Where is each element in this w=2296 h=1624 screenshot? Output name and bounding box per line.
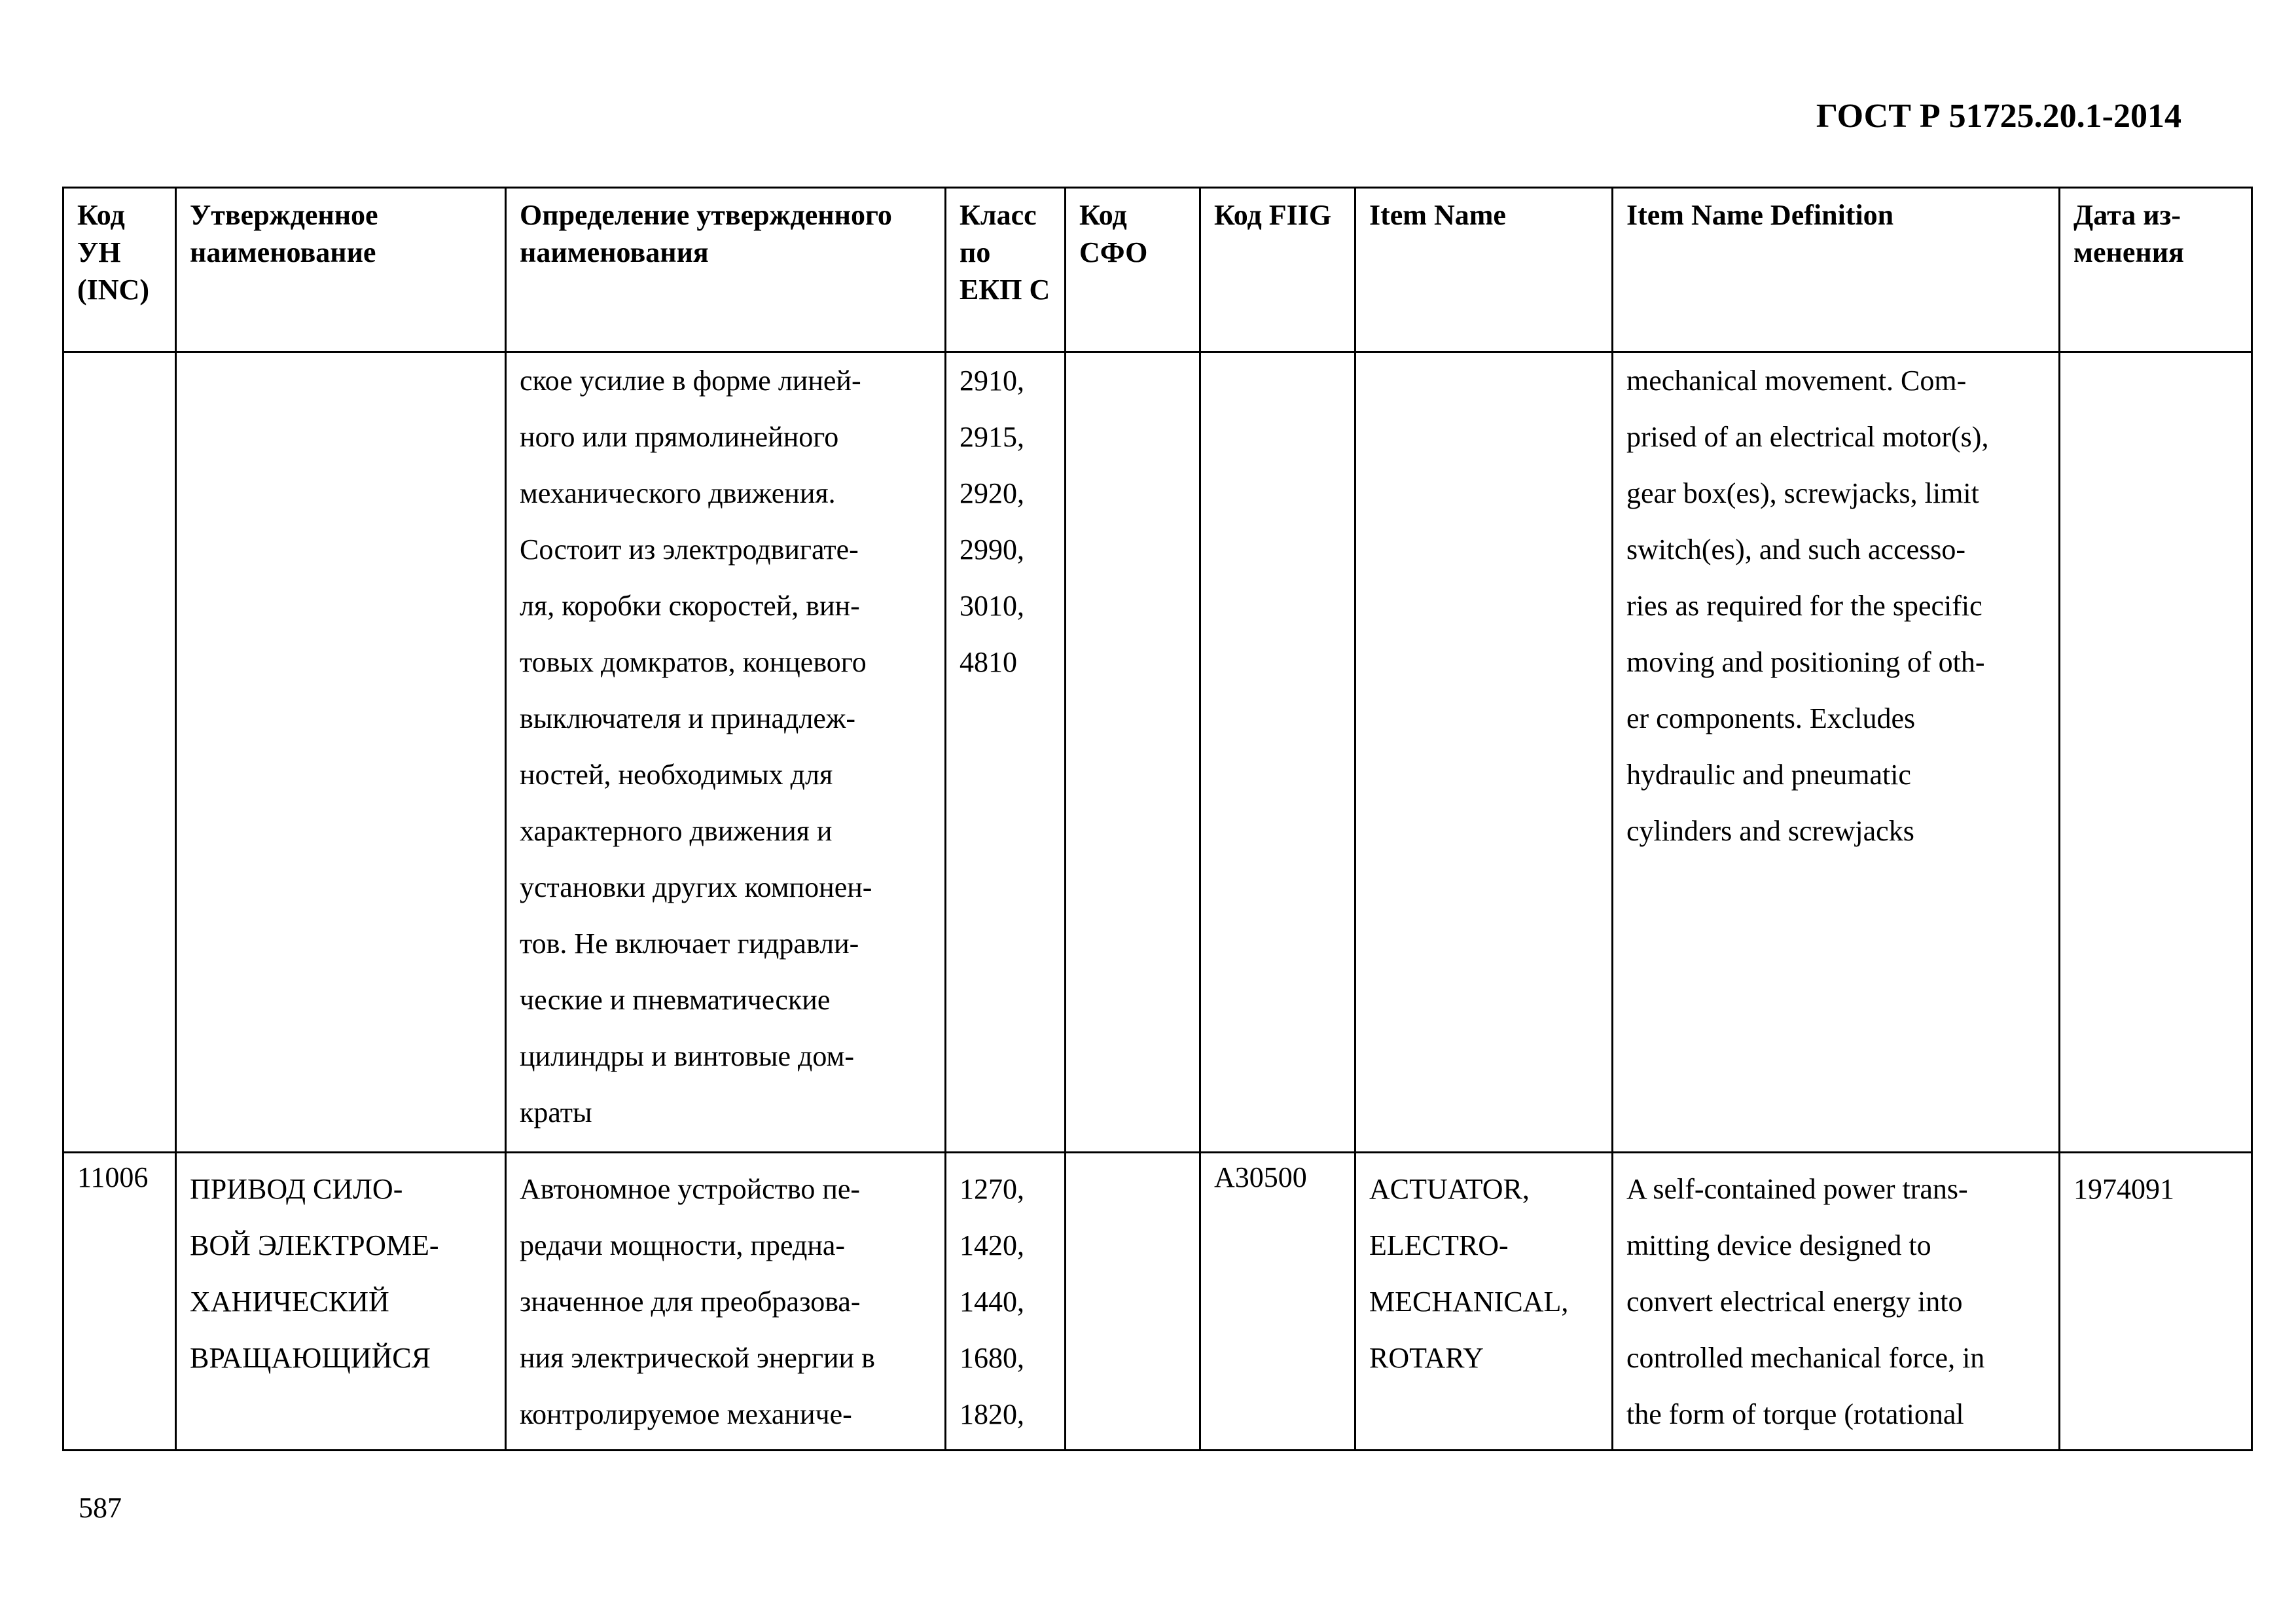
- cell-ekps-class: [946, 1153, 1066, 1451]
- cell-line: ния электрической энергии в: [520, 1342, 875, 1374]
- cell-line: mechanical movement. Com-: [1626, 365, 1967, 397]
- cell-line: prised of an electrical motor(s),: [1626, 421, 1989, 453]
- cell-line: ля, коробки скоростей, вин-: [520, 590, 860, 622]
- cell-definition: [506, 352, 946, 1153]
- cell-line: ROTARY: [1369, 1342, 1484, 1374]
- cell-line: ELECTRO-: [1369, 1229, 1509, 1261]
- cell-approved-name: [176, 352, 506, 1153]
- cell-line: 2920,: [960, 477, 1024, 509]
- cell-sfo-code: [1066, 1153, 1200, 1451]
- cell-line: ческие и пневматические: [520, 984, 831, 1016]
- cell-approved-name: [176, 1153, 506, 1451]
- cell-line: установки других компонен-: [520, 871, 872, 903]
- cell-line: 2915,: [960, 421, 1024, 453]
- cell-line: mitting device designed to: [1626, 1229, 1931, 1261]
- cell-code-inc: 11006: [63, 1153, 176, 1451]
- cell-line: 1270,: [960, 1173, 1024, 1205]
- cell-line: ВРАЩАЮЩИЙСЯ: [190, 1342, 431, 1374]
- definition-lines: [520, 1161, 933, 1443]
- header-code-inc: Код УН (INC): [63, 188, 176, 352]
- page-number: 587: [79, 1492, 122, 1524]
- header-change-date: Дата из-менения: [2060, 188, 2252, 352]
- cell-line: cylinders and screwjacks: [1626, 815, 1914, 847]
- table-row: [63, 1153, 2252, 1451]
- cell-line: controlled mechanical force, in: [1626, 1342, 1985, 1374]
- ekps-class-lines: [960, 353, 1052, 691]
- cell-line: товых домкратов, концевого: [520, 646, 867, 678]
- cell-line: ного или прямолинейного: [520, 421, 839, 453]
- cell-line: тов. Не включает гидравли-: [520, 928, 859, 960]
- cell-line: 1680,: [960, 1342, 1024, 1374]
- cell-line: цилиндры и винтовые дом-: [520, 1040, 855, 1072]
- cell-line: 3010,: [960, 590, 1024, 622]
- cell-item-name-definition: [1613, 1153, 2060, 1451]
- cell-line: 2990,: [960, 533, 1024, 566]
- cell-line: механического движения.: [520, 477, 836, 509]
- cell-sfo-code: [1066, 352, 1200, 1153]
- header-definition: Определение утвержденного наименования: [506, 188, 946, 352]
- cell-line: ries as required for the specific: [1626, 590, 1982, 622]
- header-approved-name: Утвержденное наименование: [176, 188, 506, 352]
- cell-line: краты: [520, 1096, 592, 1128]
- header-fiig-code: Код FIIG: [1200, 188, 1355, 352]
- header-sfo-code: Код СФО: [1066, 188, 1200, 352]
- cell-line: hydraulic and pneumatic: [1626, 759, 1911, 791]
- cell-line: 1420,: [960, 1229, 1024, 1261]
- cell-change-date: [2060, 352, 2252, 1153]
- cell-line: ВОЙ ЭЛЕКТРОМЕ-: [190, 1229, 439, 1261]
- cell-line: A self-contained power trans-: [1626, 1173, 1968, 1205]
- cell-item-name: [1355, 1153, 1613, 1451]
- cell-line: 4810: [960, 646, 1017, 678]
- document-header: ГОСТ Р 51725.20.1-2014: [1816, 98, 2181, 135]
- cell-change-date: 1974091: [2060, 1153, 2252, 1451]
- cell-line: редачи мощности, предна-: [520, 1229, 846, 1261]
- cell-fiig-code: A30500: [1200, 1153, 1355, 1451]
- cell-line: 2910,: [960, 365, 1024, 397]
- cell-line: the form of torque (rotational: [1626, 1398, 1964, 1430]
- cell-line: er components. Excludes: [1626, 702, 1916, 734]
- cell-line: ACTUATOR,: [1369, 1173, 1530, 1205]
- header-item-name-definition: Item Name Definition: [1613, 188, 2060, 352]
- table-header-row: [63, 188, 2252, 352]
- table-row: [63, 352, 2252, 1153]
- cell-line: Автономное устройство пе-: [520, 1173, 861, 1205]
- cell-line: 1820,: [960, 1398, 1024, 1430]
- approved-name-lines: [190, 1161, 493, 1386]
- cell-line: значенное для преобразова-: [520, 1286, 861, 1318]
- cell-line: moving and positioning of oth-: [1626, 646, 1985, 678]
- cell-line: контролируемое механиче-: [520, 1398, 852, 1430]
- cell-line: switch(es), and such accesso-: [1626, 533, 1966, 566]
- cell-line: ское усилие в форме линей-: [520, 365, 861, 397]
- cell-fiig-code: [1200, 352, 1355, 1153]
- item-name-definition-lines: [1626, 353, 2047, 859]
- cell-code-inc: [63, 352, 176, 1153]
- cell-line: Состоит из электродвигате-: [520, 533, 859, 566]
- cell-line: выключателя и принадлеж-: [520, 702, 855, 734]
- item-name-definition-lines: [1626, 1161, 2047, 1443]
- ekps-class-lines: [960, 1161, 1052, 1443]
- nomenclature-table: [62, 187, 2253, 1451]
- cell-line: ностей, необходимых для: [520, 759, 833, 791]
- cell-line: ХАНИЧЕСКИЙ: [190, 1286, 389, 1318]
- cell-line: ПРИВОД СИЛО-: [190, 1173, 403, 1205]
- cell-line: convert electrical energy into: [1626, 1286, 1963, 1318]
- header-ekps-class: Класс по ЕКП С: [946, 188, 1066, 352]
- cell-line: MECHANICAL,: [1369, 1286, 1569, 1318]
- definition-lines: [520, 353, 933, 1141]
- cell-item-name-definition: [1613, 352, 2060, 1153]
- cell-definition: [506, 1153, 946, 1451]
- item-name-lines: [1369, 1161, 1600, 1386]
- header-item-name: Item Name: [1355, 188, 1613, 352]
- cell-line: характерного движения и: [520, 815, 833, 847]
- cell-line: 1440,: [960, 1286, 1024, 1318]
- cell-item-name: [1355, 352, 1613, 1153]
- cell-ekps-class: [946, 352, 1066, 1153]
- cell-line: gear box(es), screwjacks, limit: [1626, 477, 1979, 509]
